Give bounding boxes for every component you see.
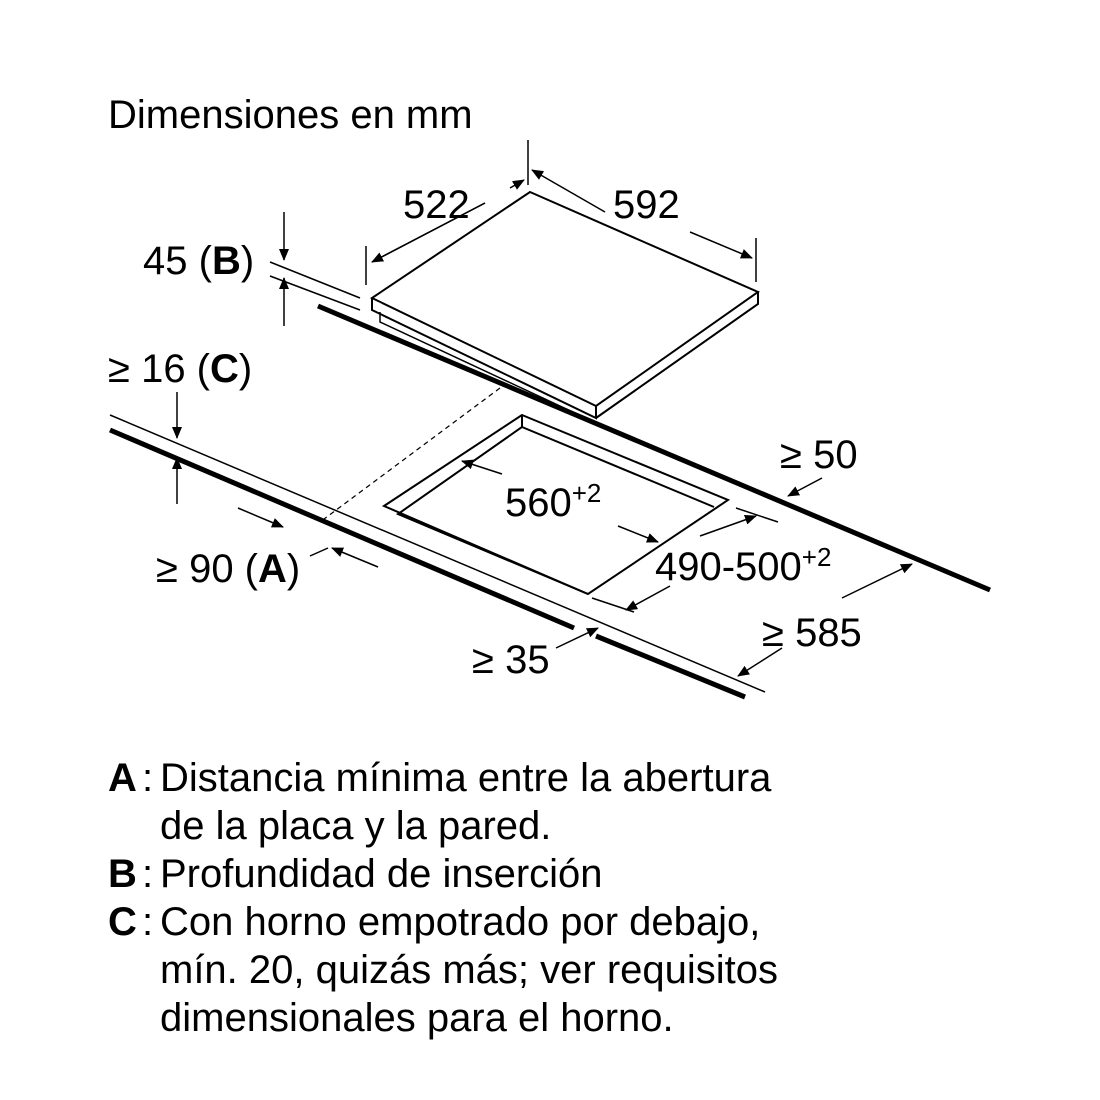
legend-line: Distancia mínima entre la abertura bbox=[160, 756, 772, 800]
legend-key: A bbox=[108, 756, 137, 800]
dim-585-label: ≥ 585 bbox=[762, 611, 862, 655]
dim-50-label: ≥ 50 bbox=[780, 433, 858, 477]
dim-45-b-label: 45 (B) bbox=[143, 239, 255, 283]
dim-592-label: 592 bbox=[613, 183, 680, 227]
dim-592 bbox=[528, 140, 756, 282]
legend-separator: : bbox=[142, 756, 154, 800]
legend-key: B bbox=[108, 852, 137, 896]
dim-35-label: ≥ 35 bbox=[472, 638, 550, 682]
diagram-title: Dimensiones en mm bbox=[108, 93, 473, 137]
dim-560-label: 560+2 bbox=[505, 478, 602, 525]
dim-522-label: 522 bbox=[403, 183, 470, 227]
dim-560 bbox=[462, 461, 658, 542]
dim-16-c-label: ≥ 16 (C) bbox=[108, 347, 253, 391]
legend-line: Profundidad de inserción bbox=[160, 852, 603, 896]
legend bbox=[108, 754, 778, 1042]
legend-item-a bbox=[108, 754, 778, 850]
dim-490-500 bbox=[592, 508, 831, 612]
legend-line: de la placa y la pared. bbox=[160, 804, 552, 848]
legend-separator: : bbox=[142, 852, 154, 896]
legend-text bbox=[160, 754, 771, 850]
dim-90-a bbox=[156, 508, 378, 591]
dim-490-500-label: 490-500+2 bbox=[655, 542, 832, 589]
dim-50 bbox=[780, 433, 858, 496]
legend-key: C bbox=[108, 900, 137, 944]
wall-dashed-line bbox=[320, 388, 500, 522]
dim-35 bbox=[472, 628, 598, 682]
dim-522 bbox=[366, 180, 524, 285]
legend-text bbox=[160, 850, 603, 898]
legend-text bbox=[160, 898, 778, 1042]
legend-separator: : bbox=[142, 900, 154, 944]
legend-line: Con horno empotrado por debajo, bbox=[160, 900, 761, 944]
legend-item-b bbox=[108, 850, 778, 898]
legend-item-c bbox=[108, 898, 778, 1042]
legend-line: mín. 20, quizás más; ver requisitos bbox=[160, 948, 779, 992]
legend-line: dimensionales para el horno. bbox=[160, 996, 674, 1040]
dim-90-a-label: ≥ 90 (A) bbox=[156, 547, 301, 591]
